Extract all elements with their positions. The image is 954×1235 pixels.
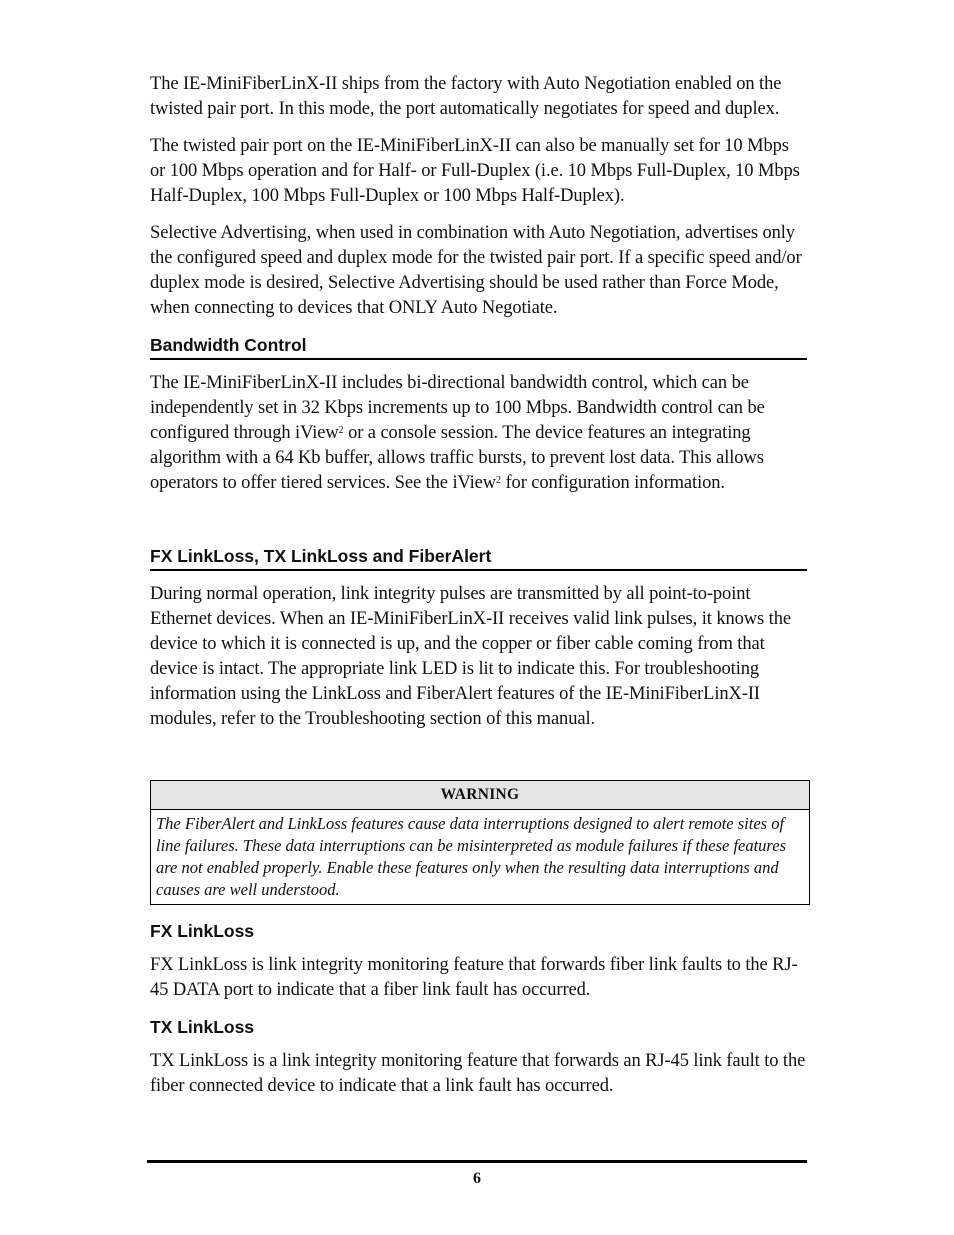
fx-linkloss-heading: FX LinkLoss (150, 921, 255, 941)
page-content (150, 72, 807, 1099)
fx-linkloss-paragraph: FX LinkLoss is link integrity monitoring feature that forwards fiber link faults to the RJ-45 DATA port to indicate that a fiber link fault has occurred. (150, 955, 798, 1000)
warning-body: The FiberAlert and LinkLoss features cause data interruptions designed to alert remote sites of line failures. These data interruptions can be misinterpreted as module failures if these features are not enabled properly. Enable these features only when the resulting data interruptions and causes are well understood. (156, 814, 786, 899)
linkloss-fiberalert-heading: FX LinkLoss, TX LinkLoss and FiberAlert (150, 544, 807, 571)
bandwidth-text-part-1: The IE-MiniFiberLinX-II includes bi-directional bandwidth control, which can be independently set in 32 Kbps increments up to 100 Mbps. Bandwidth control can be configured through iView (150, 373, 765, 443)
spacer (150, 496, 807, 544)
footer-divider (147, 1160, 807, 1163)
intro-paragraph-3: Selective Advertising, when used in combination with Auto Negotiation, advertises only the configured speed and duplex mode for the twisted pair port. If a specific speed and/or duplex mode is desired, Selective Advertising should be used rather than Force Mode, when connecting to devices that ONLY Auto Negotiate. (150, 223, 802, 318)
intro-paragraph-1: The IE-MiniFiberLinX-II ships from the factory with Auto Negotiation enabled on the twisted pair port. In this mode, the port automatically negotiates for speed and duplex. (150, 74, 782, 119)
warning-box (150, 780, 810, 905)
tx-linkloss-paragraph: TX LinkLoss is a link integrity monitoring feature that forwards an RJ-45 link fault to the fiber connected device to indicate that a link fault has occurred. (150, 1051, 806, 1096)
bandwidth-control-heading: Bandwidth Control (150, 333, 807, 360)
bandwidth-control-paragraph (150, 371, 807, 496)
linkloss-paragraph: During normal operation, link integrity pulses are transmitted by all point-to-point Ethernet devices. When an IE-MiniFiberLinX-II receives valid link pulses, it knows the device to which it is connected is up, and the copper or fiber cable coming from that device is intact. The appropriate link LED is lit to indicate this. For troubleshooting information using the LinkLoss and FiberAlert features of the IE-MiniFiberLinX-II modules, refer to the Troubleshooting section of this manual. (150, 584, 791, 729)
bandwidth-text-part-3: for configuration information. (500, 473, 725, 493)
superscript-2: 2 (496, 475, 501, 486)
spacer (150, 732, 807, 780)
tx-linkloss-heading: TX LinkLoss (150, 1017, 255, 1037)
intro-paragraph-2: The twisted pair port on the IE-MiniFiberLinX-II can also be manually set for 10 Mbps or 100 Mbps operation and for Half- or Full-Duplex (i.e. 10 Mbps Full-Duplex, 10 Mbps Half-Duplex, 100 Mbps Full-Duplex or 100 Mbps Half-Duplex). (150, 136, 800, 206)
superscript-2: 2 (338, 425, 344, 436)
page-number: 6 (473, 1170, 481, 1187)
warning-title: WARNING (151, 781, 809, 810)
bandwidth-text-part-2: or a console session. The device features an integrating algorithm with a 64 Kb buffer, allows traffic bursts, to prevent lost data. This allows operators to offer tiered services. See the iView (150, 423, 764, 493)
